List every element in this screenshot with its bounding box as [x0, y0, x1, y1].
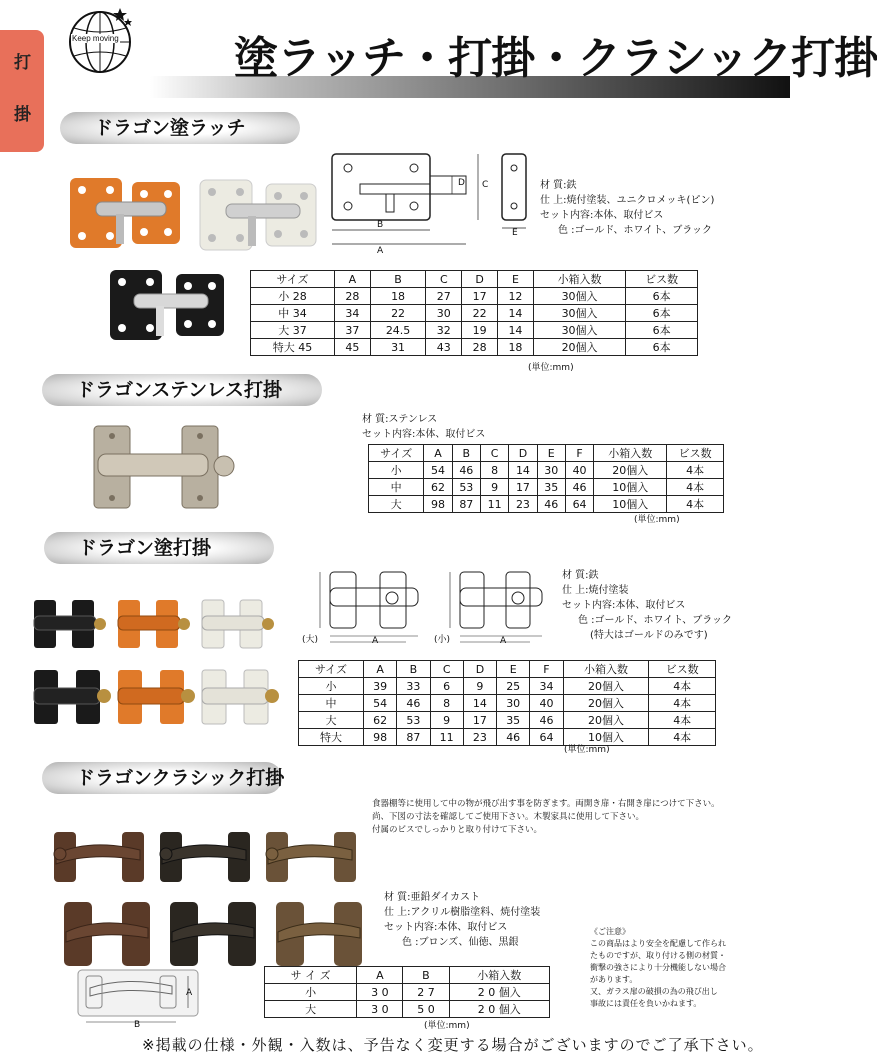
table-header: 小箱入数: [563, 661, 649, 678]
stainless-hasp-photo: [88, 420, 238, 514]
diagram-label-b: B: [377, 220, 384, 230]
table-header: 小箱入数: [533, 271, 625, 288]
table-header: D: [463, 661, 496, 678]
table-cell: 10個入: [594, 479, 667, 496]
caution-line: があります。: [590, 975, 638, 984]
table-cell: 9: [480, 479, 508, 496]
table-cell: 45: [334, 339, 370, 356]
table-cell: 中 34: [251, 305, 335, 322]
table-header: サイズ: [369, 445, 424, 462]
table-cell: 46: [565, 479, 593, 496]
section-title: ドラゴンクラシック打掛: [76, 767, 285, 789]
table-cell: 4本: [649, 678, 716, 695]
table-cell: 19: [462, 322, 498, 339]
table-cell: 4本: [667, 496, 724, 513]
table-header: B: [370, 271, 426, 288]
spec-line: セット内容:本体、取付ビス: [362, 429, 486, 440]
table-cell: 4本: [649, 729, 716, 746]
table-header: D: [462, 271, 498, 288]
table-cell: 10個入: [594, 496, 667, 513]
table-cell: 6本: [626, 305, 698, 322]
table-cell: 17: [509, 479, 537, 496]
spec-line: セット内容:本体、取付ビス: [540, 210, 664, 221]
section-header-stainless: [42, 374, 322, 406]
table-header: E: [497, 661, 530, 678]
diagram-label-a-small: A: [500, 636, 507, 646]
table-cell: 8: [430, 695, 463, 712]
table-row: [265, 1001, 550, 1018]
table-cell: 12: [498, 288, 534, 305]
table-cell: 8: [480, 462, 508, 479]
table-cell: 39: [364, 678, 397, 695]
stainless-spec: [362, 412, 485, 442]
table-cell: 小: [265, 984, 357, 1001]
table-cell: 35: [497, 712, 530, 729]
table-row: [369, 496, 724, 513]
unit-label: (単位:mm): [564, 745, 610, 755]
table-cell: 17: [463, 712, 496, 729]
table-cell: 6本: [626, 288, 698, 305]
table-header: A: [334, 271, 370, 288]
table-cell: 20個入: [594, 462, 667, 479]
diagram-label-a: A: [372, 636, 379, 646]
table-header: E: [498, 271, 534, 288]
table-header: 小箱入数: [449, 967, 549, 984]
table-row: [251, 322, 698, 339]
table-header: A: [357, 967, 403, 984]
table-row: [299, 729, 716, 746]
spec-line: 仕 上:焼付塗装、ユニクロメッキ(ピン): [540, 195, 715, 206]
section-header-latch: [60, 112, 300, 144]
painted-hasp-diagram: [300, 554, 556, 648]
table-header-row: [251, 271, 698, 288]
table-cell: 20個入: [563, 712, 649, 729]
section-title: ドラゴン塗打掛: [78, 537, 212, 559]
table-cell: 35: [537, 479, 565, 496]
unit-label: (単位:mm): [634, 515, 680, 525]
table-cell: 27: [426, 288, 462, 305]
table-cell: 87: [397, 729, 430, 746]
diagram-label-e: E: [512, 228, 518, 238]
table-cell: 46: [530, 712, 563, 729]
table-header: ビス数: [667, 445, 724, 462]
table-row: [251, 305, 698, 322]
table-cell: 46: [397, 695, 430, 712]
table-cell: 小: [299, 678, 364, 695]
caution-line: 事故には責任を負いかねます。: [590, 999, 702, 1008]
table-cell: 大: [299, 712, 364, 729]
spec-line: 仕 上:アクリル樹脂塗料、焼付塗装: [384, 907, 541, 918]
table-cell: 17: [462, 288, 498, 305]
table-cell: 30個入: [533, 288, 625, 305]
painted-hasp-spec: [562, 568, 732, 643]
table-header: B: [403, 967, 449, 984]
table-header: B: [397, 661, 430, 678]
table-cell: 33: [397, 678, 430, 695]
table-cell: 3 0: [357, 984, 403, 1001]
caution-line: 衝撃の強さにより十分機能しない場合: [590, 963, 726, 972]
table-cell: 46: [497, 729, 530, 746]
caution-line: 又、ガラス扉の破損の為の飛び出し: [590, 987, 718, 996]
table-cell: 中: [299, 695, 364, 712]
table-cell: 30: [537, 462, 565, 479]
logo-text: Keep moving: [72, 34, 119, 43]
table-cell: 54: [424, 462, 452, 479]
table-cell: 20個入: [563, 695, 649, 712]
table-cell: 54: [364, 695, 397, 712]
table-cell: 6: [430, 678, 463, 695]
table-cell: 6本: [626, 339, 698, 356]
table-cell: 4本: [667, 479, 724, 496]
table-cell: 53: [397, 712, 430, 729]
latch-size-table: [250, 270, 698, 356]
table-cell: 22: [462, 305, 498, 322]
section-title: ドラゴン塗ラッチ: [94, 117, 246, 139]
table-header: 小箱入数: [594, 445, 667, 462]
table-row: [369, 462, 724, 479]
table-cell: 2 0 個入: [449, 984, 549, 1001]
table-cell: 87: [452, 496, 480, 513]
diagram-label-d: D: [458, 178, 465, 188]
spec-line: セット内容:本体、取付ビス: [384, 922, 508, 933]
table-header-row: [265, 967, 550, 984]
caution-line: この商品はより安全を配慮して作られ: [590, 939, 726, 948]
side-tab-char-2: 掛: [14, 105, 31, 125]
table-header: C: [480, 445, 508, 462]
table-cell: 10個入: [563, 729, 649, 746]
table-row: [251, 288, 698, 305]
table-cell: 34: [334, 305, 370, 322]
spec-line: 材 質:ステンレス: [362, 414, 438, 425]
caution-line: たものですが、取り付ける側の材質・: [590, 951, 726, 960]
table-cell: 62: [424, 479, 452, 496]
table-cell: 64: [565, 496, 593, 513]
table-cell: 64: [530, 729, 563, 746]
painted-hasp-size-table: [298, 660, 716, 746]
table-cell: 14: [498, 305, 534, 322]
table-header: B: [452, 445, 480, 462]
diagram-label-c: C: [482, 180, 489, 190]
footer-disclaimer: ※掲載の仕様・外観・入数は、予告なく変更する場合がございますのでご了承下さい。: [142, 1036, 764, 1054]
table-header: C: [430, 661, 463, 678]
table-cell: 特大 45: [251, 339, 335, 356]
table-cell: 30個入: [533, 305, 625, 322]
table-cell: 22: [370, 305, 426, 322]
table-row: [369, 479, 724, 496]
table-cell: 小: [369, 462, 424, 479]
table-cell: 34: [530, 678, 563, 695]
diagram-label-a: A: [377, 246, 384, 256]
table-cell: 30個入: [533, 322, 625, 339]
note-line: 食器棚等に使用して中の物が飛び出す事を防ぎます。両開き扉・右開き扉につけて下さい。: [372, 799, 720, 809]
latch-dimension-diagram: [320, 146, 540, 258]
table-cell: 2 0 個入: [449, 1001, 549, 1018]
spec-line: 仕 上:焼付塗装: [562, 585, 629, 596]
table-cell: 11: [430, 729, 463, 746]
spec-line: セット内容:本体、取付ビス: [562, 600, 686, 611]
table-cell: 18: [498, 339, 534, 356]
table-cell: 62: [364, 712, 397, 729]
table-cell: 大: [369, 496, 424, 513]
table-row: [265, 984, 550, 1001]
table-header-row: [299, 661, 716, 678]
table-cell: 20個入: [533, 339, 625, 356]
classic-hasp-diagram: [76, 968, 206, 1030]
table-cell: 98: [424, 496, 452, 513]
table-cell: 中: [369, 479, 424, 496]
classic-usage-note: [372, 798, 720, 837]
table-cell: 9: [463, 678, 496, 695]
table-cell: 14: [463, 695, 496, 712]
page-title: 塗ラッチ・打掛・クラシック打掛: [234, 33, 877, 84]
side-tab-char-1: 打: [14, 53, 31, 73]
diagram-label-large: (大): [302, 635, 319, 645]
orange-latch-photo: [66, 174, 186, 254]
spec-line: 材 質:鉄: [540, 180, 577, 191]
diagram-label-a: A: [186, 988, 193, 998]
spec-line: 色 :ブロンズ、仙徳、黒銀: [402, 937, 519, 948]
table-cell: 23: [463, 729, 496, 746]
table-cell: 43: [426, 339, 462, 356]
table-cell: 9: [430, 712, 463, 729]
table-header: サイズ: [251, 271, 335, 288]
table-cell: 5 0: [403, 1001, 449, 1018]
table-cell: 6本: [626, 322, 698, 339]
table-cell: 40: [530, 695, 563, 712]
table-cell: 53: [452, 479, 480, 496]
side-tab: [0, 30, 44, 152]
table-cell: 23: [509, 496, 537, 513]
spec-line: 色 :ゴールド、ホワイト、ブラック: [578, 615, 733, 626]
table-cell: 24.5: [370, 322, 426, 339]
table-cell: 25: [497, 678, 530, 695]
table-header: A: [364, 661, 397, 678]
table-header: サ イ ズ: [265, 967, 357, 984]
diagram-label-small: (小): [434, 635, 451, 645]
table-header: ビス数: [626, 271, 698, 288]
painted-hasp-photos: [30, 594, 292, 734]
table-header: A: [424, 445, 452, 462]
table-cell: 32: [426, 322, 462, 339]
table-cell: 18: [370, 288, 426, 305]
table-cell: 30: [426, 305, 462, 322]
table-cell: 4本: [667, 462, 724, 479]
spec-line: 材 質:鉄: [562, 570, 599, 581]
table-cell: 31: [370, 339, 426, 356]
section-header-painted-hasp: [44, 532, 274, 564]
note-line: 付属のビスでしっかりと取り付けて下さい。: [372, 825, 543, 835]
table-row: [251, 339, 698, 356]
table-cell: 98: [364, 729, 397, 746]
note-line: 尚、下図の寸法を確認してご使用下さい。木製家具に使用して下さい。: [372, 812, 645, 822]
table-row: [299, 712, 716, 729]
classic-hasp-photos: [50, 824, 374, 974]
table-row: [299, 695, 716, 712]
table-header: E: [537, 445, 565, 462]
section-title: ドラゴンステンレス打掛: [76, 379, 283, 401]
unit-label: (単位:mm): [424, 1021, 470, 1031]
table-cell: 小 28: [251, 288, 335, 305]
black-latch-photo: [104, 266, 228, 346]
white-latch-photo: [196, 176, 320, 256]
table-cell: 14: [509, 462, 537, 479]
caution-note: [590, 926, 726, 1010]
table-cell: 大: [265, 1001, 357, 1018]
spec-line: 色 :ゴールド、ホワイト、ブラック: [558, 225, 713, 236]
table-cell: 37: [334, 322, 370, 339]
table-cell: 大 37: [251, 322, 335, 339]
table-cell: 20個入: [563, 678, 649, 695]
classic-hasp-size-table: [264, 966, 550, 1018]
table-cell: 46: [452, 462, 480, 479]
table-cell: 14: [498, 322, 534, 339]
table-header: ビス数: [649, 661, 716, 678]
table-header: サイズ: [299, 661, 364, 678]
table-cell: 11: [480, 496, 508, 513]
table-row: [299, 678, 716, 695]
latch-spec: [540, 178, 714, 238]
classic-hasp-spec: [384, 890, 540, 950]
diagram-label-b: B: [134, 1020, 141, 1030]
spec-line: 材 質:亜鉛ダイカスト: [384, 892, 481, 903]
table-cell: 40: [565, 462, 593, 479]
table-cell: 30: [497, 695, 530, 712]
table-header: C: [426, 271, 462, 288]
table-header-row: [369, 445, 724, 462]
unit-label: (単位:mm): [528, 363, 574, 373]
table-header: F: [565, 445, 593, 462]
table-header: D: [509, 445, 537, 462]
stainless-size-table: [368, 444, 724, 513]
caution-title: 《ご注意》: [590, 927, 630, 936]
table-cell: 46: [537, 496, 565, 513]
table-cell: 3 0: [357, 1001, 403, 1018]
spec-line: (特大はゴールドのみです): [590, 630, 708, 641]
table-header: F: [530, 661, 563, 678]
table-cell: 28: [462, 339, 498, 356]
table-cell: 2 7: [403, 984, 449, 1001]
table-cell: 4本: [649, 712, 716, 729]
section-header-classic-hasp: [42, 762, 285, 794]
table-cell: 特大: [299, 729, 364, 746]
table-cell: 28: [334, 288, 370, 305]
table-cell: 4本: [649, 695, 716, 712]
